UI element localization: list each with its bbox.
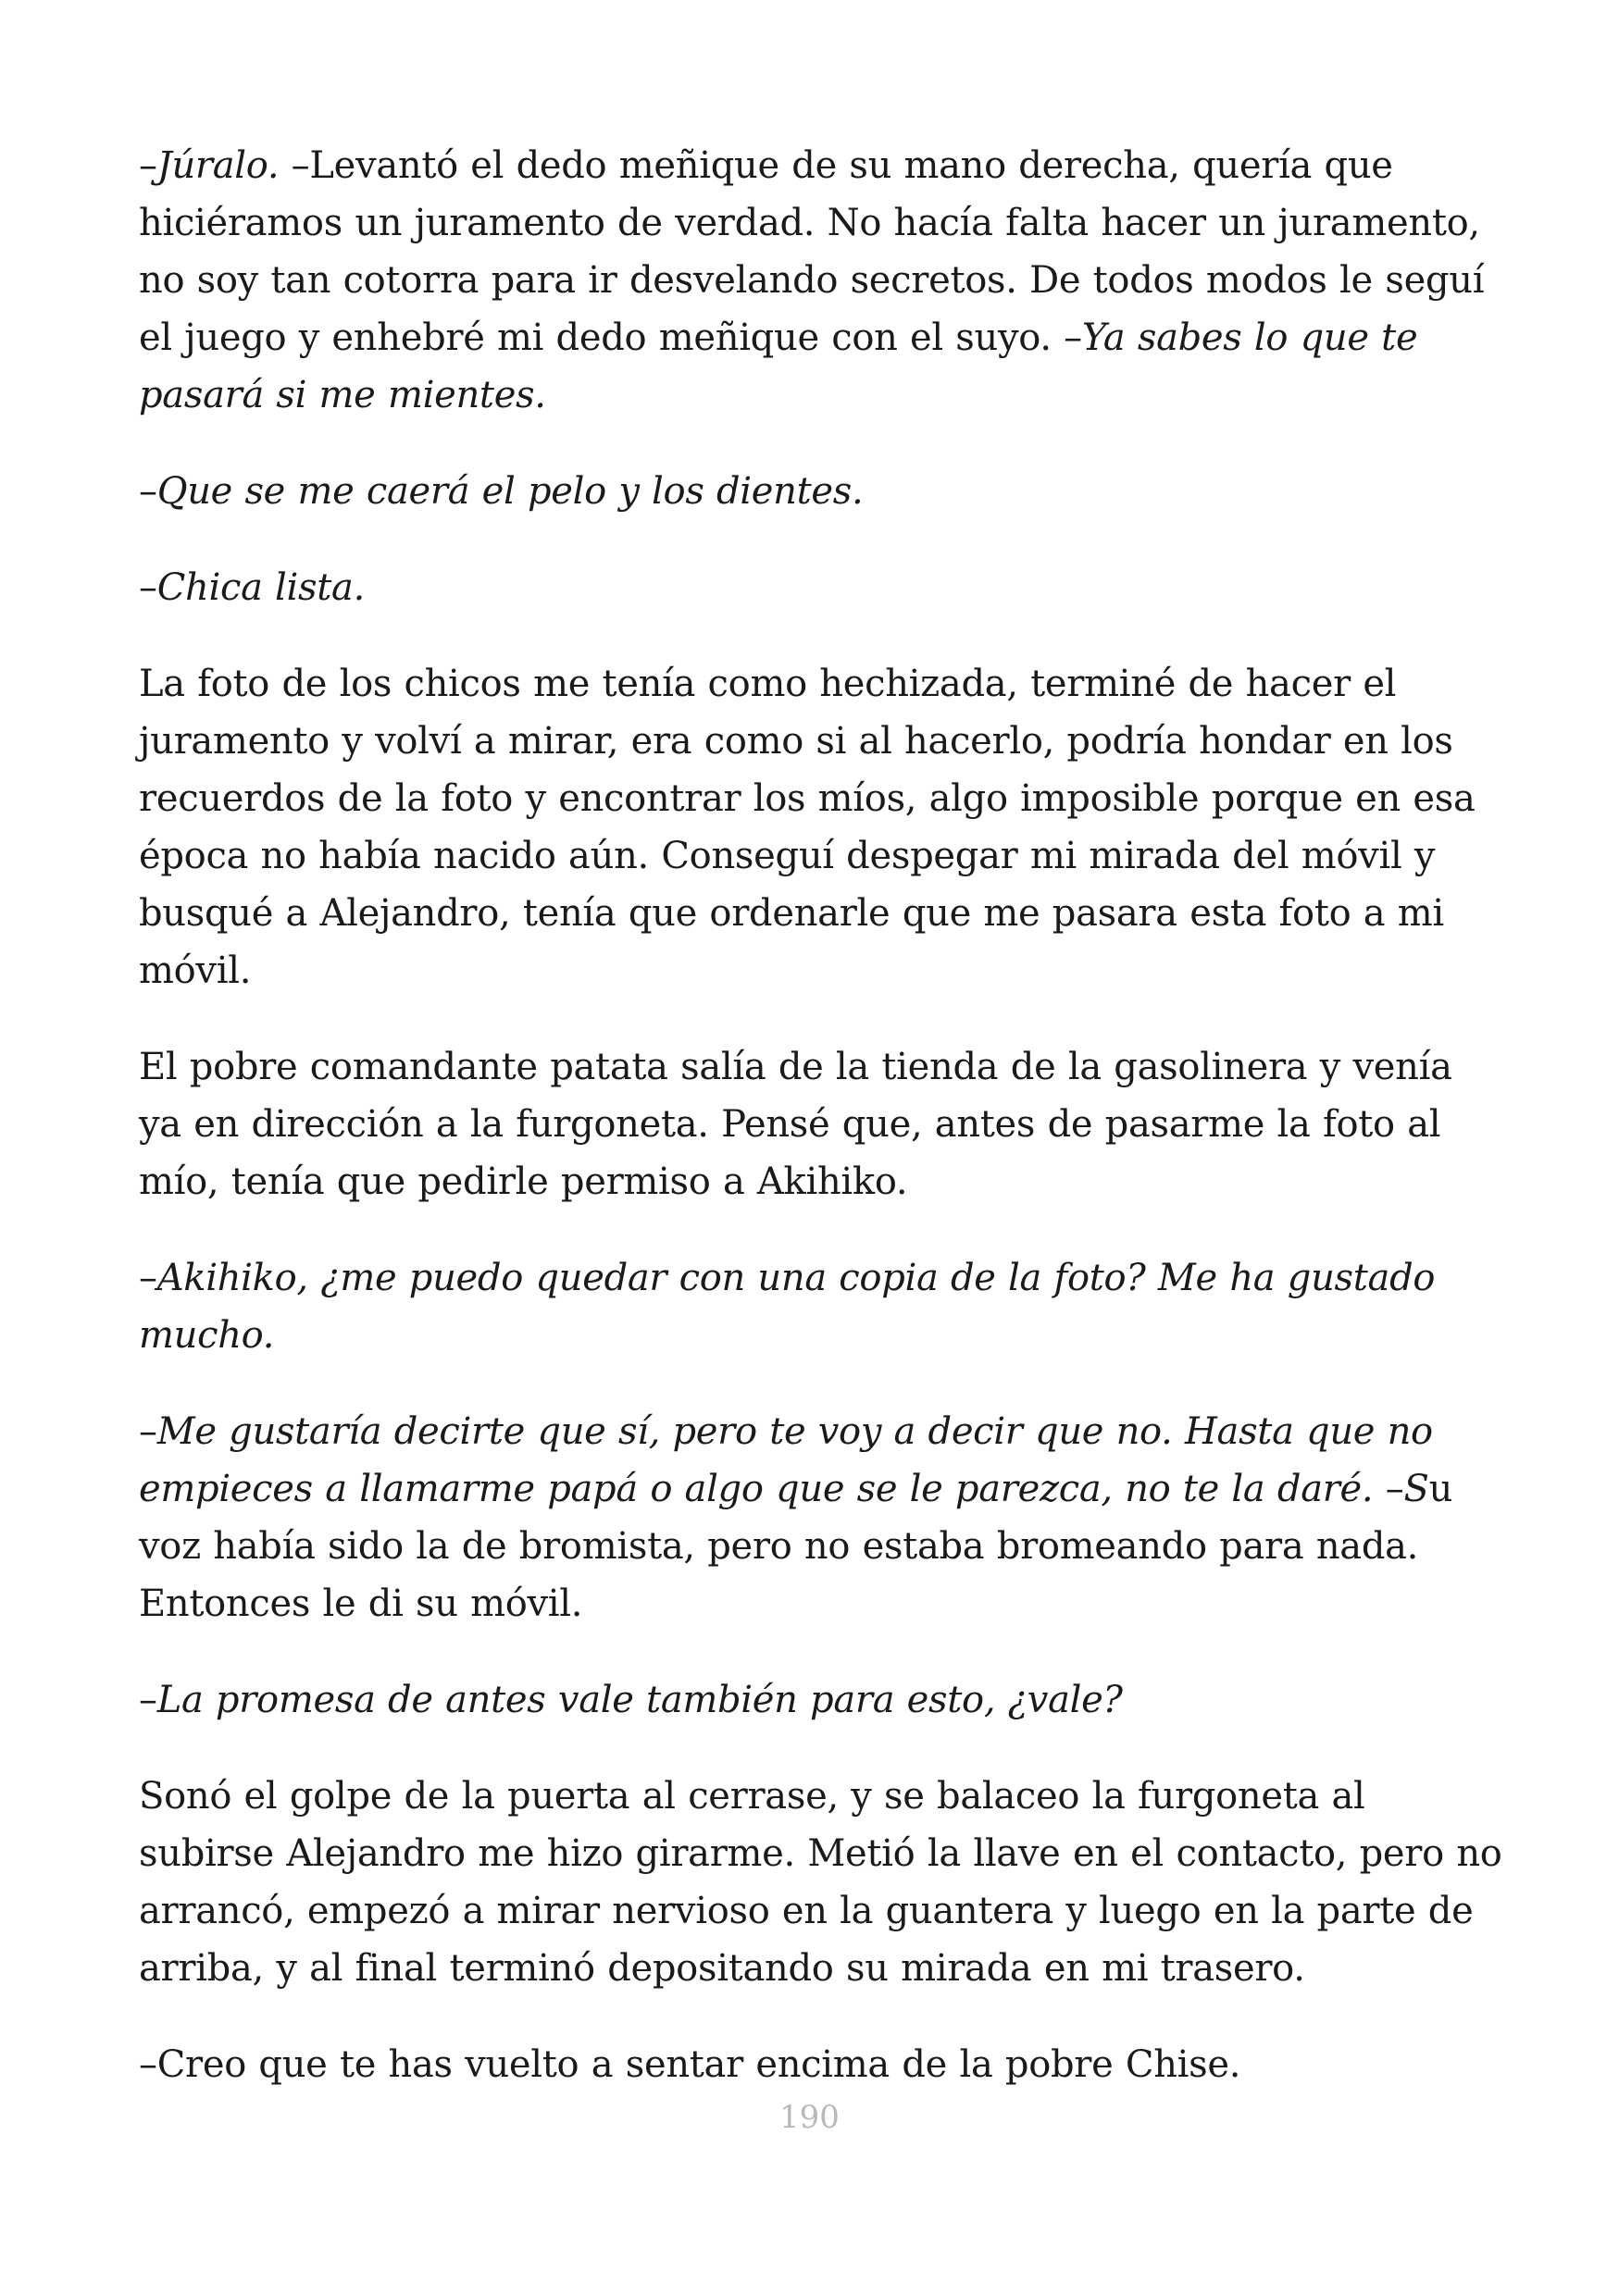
segment: – <box>139 144 157 187</box>
segment: El pobre comandante patata salía de la tienda de la gasolinera y venía ya en dirección a la furgoneta. Pensé que, antes de pasarme la foto al mío, tenía que pedirle permiso a Akihiko. <box>139 1046 1452 1203</box>
segment-italic: Júralo. <box>156 144 280 187</box>
segment: Sonó el golpe de la puerta al cerrase, y se balaceo la furgoneta al subirse Alejandro me hizo girarme. Metió la llave en el contacto, pero no arrancó, empezó a mirar nervioso en la guantera y luego en la parte de arriba, y al final terminó depositando su mirada en mi trasero. <box>139 1775 1502 1990</box>
segment-italic: Que se me caerá el pelo y los dientes. <box>156 470 864 513</box>
paragraph-3 <box>139 559 1504 616</box>
paragraph-7 <box>139 1403 1504 1632</box>
segment-italic: Chica lista. <box>156 566 365 609</box>
segment: – <box>139 1679 157 1721</box>
segment-italic: La promesa de antes vale también para esto, ¿vale? <box>156 1679 1123 1721</box>
segment: – <box>139 566 157 609</box>
page-number: 190 <box>779 2099 840 2136</box>
segment: – <box>139 1410 157 1453</box>
paragraph-1 <box>139 137 1504 424</box>
paragraph-4 <box>139 655 1504 999</box>
paragraph-5 <box>139 1038 1504 1210</box>
paragraph-6 <box>139 1249 1504 1364</box>
segment: La foto de los chicos me tenía como hechizada, terminé de hacer el juramento y volví a mirar, era como si al hacerlo, podría hondar en los recuerdos de la foto y encontrar los míos, algo imposible porque en esa época no había nacido aún. Conseguí despegar mi mirada del móvil y busqué a Alejandro, tenía que ordenarle que me pasara esta foto a mi móvil. <box>139 663 1476 992</box>
segment-italic: Akihiko, ¿me puedo quedar con una copia de la foto? Me ha gustado mucho. <box>139 1257 1436 1357</box>
segment-italic: Ya sabes lo que te pasará si me mientes. <box>139 316 1418 416</box>
segment: –Levantó el dedo meñique de su mano derecha, quería que hiciéramos un juramento de verdad. No hacía falta hacer un juramento, no soy tan cotorra para ir desvelando secretos. De todos modos le seguí el juego y enhebré mi dedo meñique con el suyo. – <box>139 144 1485 359</box>
paragraph-9 <box>139 1768 1504 1997</box>
segment: –Creo que te has vuelto a sentar encima de la pobre Chise. <box>139 2043 1241 2086</box>
segment: – <box>139 1257 157 1299</box>
segment: – <box>1373 1468 1404 1510</box>
paragraph-2 <box>139 463 1504 520</box>
segment: u voz había sido la de bromista, pero no estaba bromeando para nada. Entonces le di su móvil. <box>139 1468 1453 1625</box>
segment-italic: Me gustaría decirte que sí, pero te voy a decir que no. Hasta que no empieces a llamarme papá o algo que se le parezca, no te la daré. <box>139 1410 1433 1510</box>
page-body <box>139 137 1504 2132</box>
segment-italic: S <box>1403 1468 1429 1510</box>
segment: – <box>139 470 157 513</box>
paragraph-8 <box>139 1671 1504 1729</box>
paragraph-10 <box>139 2036 1504 2093</box>
